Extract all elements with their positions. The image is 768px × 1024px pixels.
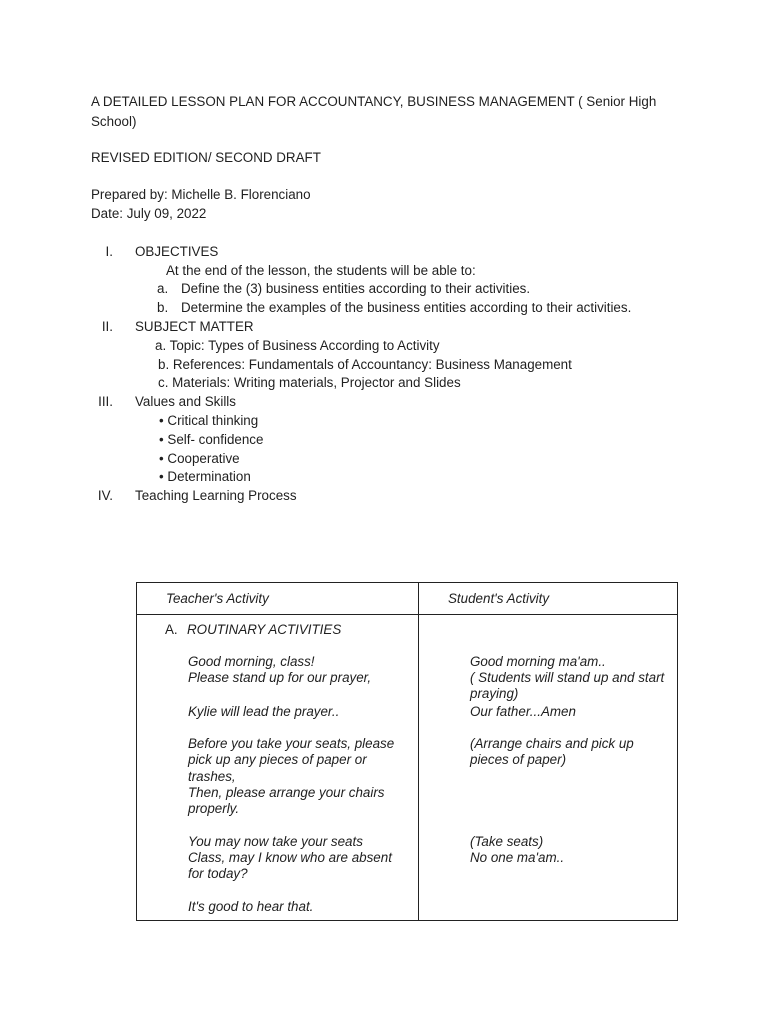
teacher-line: Before you take your seats, please pick up any pieces of paper or trashes,	[188, 736, 395, 784]
teacher-line: Kylie will lead the prayer..	[188, 704, 340, 719]
subject-matter-item: a. Topic: Types of Business According to Activity	[155, 338, 440, 353]
teacher-line: You may now take your seats	[188, 834, 363, 849]
section-numeral-values: III.	[98, 394, 113, 409]
table-header-divider	[137, 614, 677, 615]
student-line: (Arrange chairs and pick up pieces of paper)	[470, 736, 634, 768]
values-item: • Determination	[159, 469, 251, 484]
objective-marker: b.	[157, 300, 169, 315]
subject-matter-item: b. References: Fundamentals of Accountancy: Business Management	[158, 357, 572, 372]
values-item: • Critical thinking	[159, 413, 259, 428]
teacher-line: Then, please arrange your chairs properly.	[188, 785, 385, 817]
student-line: Good morning ma'am..	[470, 654, 606, 669]
teacher-line: Class, may I know who are absent for today?	[188, 850, 392, 882]
objective-item: Determine the examples of the business entities according to their activities.	[181, 300, 632, 315]
prepared-by: Prepared by: Michelle B. Florenciano	[91, 187, 311, 202]
routinary-heading: ROUTINARY ACTIVITIES	[187, 622, 342, 637]
table-column-divider	[418, 583, 419, 920]
section-numeral-process: IV.	[97, 488, 113, 503]
section-heading-process: Teaching Learning Process	[135, 488, 297, 503]
routinary-marker: A.	[165, 622, 178, 637]
section-heading-objectives: OBJECTIVES	[135, 244, 219, 259]
edition-label: REVISED EDITION/ SECOND DRAFT	[91, 150, 321, 165]
student-line: ( Students will stand up and start praying)	[470, 670, 665, 702]
section-heading-subject-matter: SUBJECT MATTER	[135, 319, 254, 334]
table-header-teacher: Teacher's Activity	[166, 591, 269, 606]
objective-item: Define the (3) business entities according to their activities.	[181, 281, 531, 296]
student-line: (Take seats)	[470, 834, 544, 849]
activity-table	[136, 582, 678, 921]
teacher-line: Please stand up for our prayer,	[188, 670, 372, 685]
student-line: No one ma'am..	[470, 850, 565, 865]
objective-marker: a.	[157, 281, 169, 296]
document-title: A DETAILED LESSON PLAN FOR ACCOUNTANCY, BUSINESS MANAGEMENT ( Senior High School)	[91, 94, 657, 129]
subject-matter-item: c. Materials: Writing materials, Projector and Slides	[158, 375, 461, 390]
teacher-line: It's good to hear that.	[188, 899, 314, 914]
values-item: • Self- confidence	[159, 432, 264, 447]
student-line: Our father...Amen	[470, 704, 576, 719]
section-heading-values: Values and Skills	[135, 394, 236, 409]
values-item: • Cooperative	[159, 451, 240, 466]
section-numeral-objectives: I.	[105, 244, 113, 259]
teacher-line: Good morning, class!	[188, 654, 315, 669]
table-header-student: Student's Activity	[448, 591, 550, 606]
objectives-intro: At the end of the lesson, the students will be able to:	[166, 263, 476, 278]
date-line: Date: July 09, 2022	[91, 206, 207, 221]
section-numeral-subject-matter: II.	[101, 319, 113, 334]
